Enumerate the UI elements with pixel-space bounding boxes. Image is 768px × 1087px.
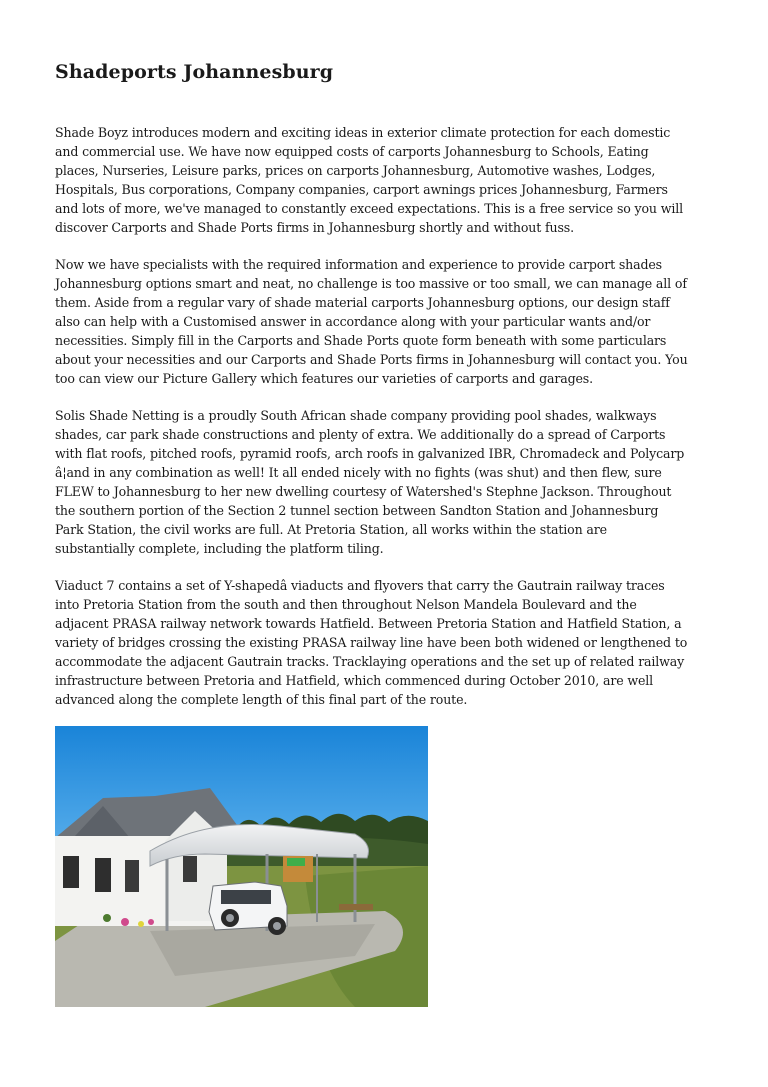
carport-photo-illustration xyxy=(55,726,428,1007)
paragraph-line: into Pretoria Station from the south and then throughout Nelson Mandela Boulevard and the xyxy=(55,597,637,612)
paragraph-line: Johannesburg options smart and neat, no challenge is too massive or too small, we can manage all of xyxy=(55,276,687,291)
paragraph-line: places, Nurseries, Leisure parks, prices on carports Johannesburg, Automotive washes, Lodges, xyxy=(55,163,656,178)
paragraph-line: and commercial use. We have now equipped costs of carports Johannesburg to Schools, Eating xyxy=(55,144,649,159)
paragraph-line: Hospitals, Bus corporations, Company companies, carport awnings prices Johannesburg, Farmers xyxy=(55,182,668,197)
paragraph-line: too can view our Picture Gallery which features our varieties of carports and garages. xyxy=(55,371,593,386)
paragraph-line: accommodate the adjacent Gautrain tracks. Tracklaying operations and the set up of related railway xyxy=(55,654,685,669)
paragraph-line: Park Station, the civil works are full. At Pretoria Station, all works within the station are xyxy=(55,522,607,537)
paragraph-line: with flat roofs, pitched roofs, pyramid roofs, arch roofs in galvanized IBR, Chromadeck and Polycarp xyxy=(55,446,685,461)
paragraph-line: Now we have specialists with the required information and experience to provide carport shades xyxy=(55,257,662,272)
paragraph-line: adjacent PRASA railway network towards Hatfield. Between Pretoria Station and Hatfield Station, a xyxy=(55,616,682,631)
paragraph-line: the southern portion of the Section 2 tunnel section between Sandton Station and Johannesburg xyxy=(55,503,659,518)
carport-photo xyxy=(55,726,428,1007)
paragraph-line: and lots of more, we've managed to constantly exceed expectations. This is a free service so you will xyxy=(55,201,684,216)
paragraph-line: also can help with a Customised answer in accordance along with your particular wants and/or xyxy=(55,314,651,329)
paragraph-line: substantially complete, including the platform tiling. xyxy=(55,541,384,556)
paragraph-line: Shade Boyz introduces modern and exciting ideas in exterior climate protection for each domestic xyxy=(55,125,671,140)
paragraph-line: Solis Shade Netting is a proudly South African shade company providing pool shades, walkways xyxy=(55,408,657,423)
paragraph-3 xyxy=(55,406,717,558)
paragraph-line: shades, car park shade constructions and plenty of extra. We additionally do a spread of Carports xyxy=(55,427,666,442)
paragraph-line: discover Carports and Shade Ports firms in Johannesburg shortly and without fuss. xyxy=(55,220,574,235)
paragraph-line: them. Aside from a regular vary of shade material carports Johannesburg options, our design staff xyxy=(55,295,670,310)
paragraph-line: variety of bridges crossing the existing PRASA railway line have been both widened or lengthened to xyxy=(55,635,688,650)
paragraph-4 xyxy=(55,576,717,709)
paragraph-line: â¦and in any combination as well! It all ended nicely with no fights (was shut) and then flew, sure xyxy=(55,465,662,480)
paragraph-line: FLEW to Johannesburg to her new dwelling courtesy of Watershed's Stephne Jackson. Throughout xyxy=(55,484,672,499)
paragraph-line: infrastructure between Pretoria and Hatfield, which commenced during October 2010, are well xyxy=(55,673,654,688)
paragraph-2 xyxy=(55,255,717,388)
paragraph-line: necessities. Simply fill in the Carports and Shade Ports quote form beneath with some particulars xyxy=(55,333,667,348)
paragraph-line: advanced along the complete length of this final part of the route. xyxy=(55,692,468,707)
paragraph-line: about your necessities and our Carports and Shade Ports firms in Johannesburg will contact you. You xyxy=(55,352,688,367)
paragraph-line: Viaduct 7 contains a set of Y-shapedâ viaducts and flyovers that carry the Gautrain railway traces xyxy=(55,578,665,593)
paragraph-1 xyxy=(55,123,717,237)
page-title: Shadeports Johannesburg xyxy=(55,61,334,83)
